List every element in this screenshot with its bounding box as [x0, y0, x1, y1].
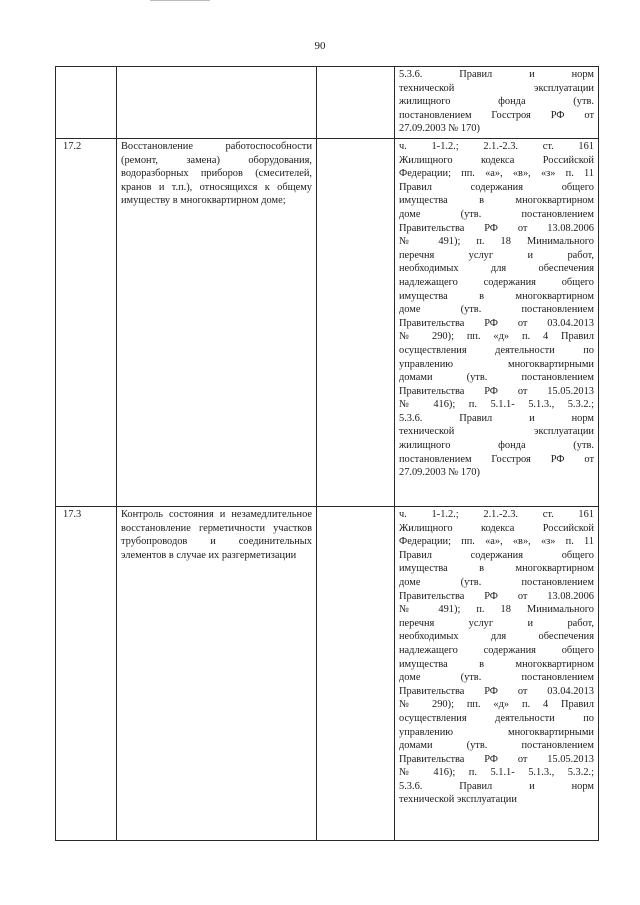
legal-basis-line: необходимых для обеспечения — [399, 631, 594, 643]
legal-basis-line: № 491); п. 18 Минимального — [399, 604, 594, 616]
legal-basis-line: № 416); п. 5.1.1- 5.1.3., 5.3.2.; — [399, 399, 594, 411]
legal-basis-line: имущества в многоквартирном — [399, 658, 594, 670]
legal-basis-line: домами (утв. постановлением — [399, 372, 594, 384]
legal-basis-line: Правительства РФ от 15.05.2013 — [399, 385, 594, 397]
legal-basis-line: Правительства РФ от 03.04.2013 — [399, 317, 594, 329]
legal-basis-line: № 491); п. 18 Минимального — [399, 236, 594, 248]
legal-basis-line: ч. 1-1.2.; 2.1.-2.3. ст. 161 — [399, 141, 594, 152]
legal-basis-line: № 290); пп. «д» п. 4 Правил — [399, 331, 594, 343]
work-description-cell: Контроль состояния и незамедлительное восстановление герметичности участков трубопроводов и соединительных элементов в случае их разгерметизации — [117, 507, 317, 841]
legal-basis-line: № 290); пп. «д» п. 4 Правил — [399, 699, 594, 711]
legal-basis-line: 27.09.2003 № 170) — [399, 467, 480, 479]
frequency-cell — [317, 507, 395, 841]
legal-basis-line: управлению многоквартирными — [399, 358, 594, 370]
legal-basis-cell — [395, 139, 599, 507]
legal-basis-line: Правительства РФ от 03.04.2013 — [399, 685, 594, 697]
legal-basis-line: Правительства РФ от 13.08.2006 — [399, 590, 594, 602]
legal-basis-line: Федерации; пп. «а», «в», «з» п. 11 — [399, 168, 594, 180]
legal-basis-line: 27.09.2003 № 170) — [399, 123, 480, 135]
legal-basis-line: 5.3.6. Правил и норм — [399, 780, 594, 792]
table-row — [56, 507, 599, 841]
legal-basis-line: перечня услуг и работ, — [399, 617, 594, 629]
legal-basis-line: Правительства РФ от 15.05.2013 — [399, 753, 594, 765]
legal-basis-line: постановлением Госстроя РФ от — [399, 109, 594, 121]
legal-basis-line: жилищного фонда (утв. — [399, 96, 594, 108]
legal-basis-line: осуществления деятельности по — [399, 344, 594, 356]
legal-basis-line: постановлением Госстроя РФ от — [399, 453, 594, 465]
legal-basis-line: доме (утв. постановлением — [399, 208, 594, 220]
legal-basis-line: имущества в многоквартирном — [399, 195, 594, 207]
table-row — [56, 67, 599, 139]
legal-basis-line: Жилищного кодекса Российской — [399, 154, 594, 166]
regulation-table — [55, 66, 599, 841]
legal-basis-line: технической эксплуатации — [399, 794, 517, 806]
work-description-cell: Восстановление работоспособности (ремонт, замена) оборудования, водоразборных приборов (смесителей, кранов и т.п.), относящихся к общему имуществу в многоквартирном доме; — [117, 139, 317, 507]
legal-basis-line: Жилищного кодекса Российской — [399, 522, 594, 534]
legal-basis-line: Правил содержания общего — [399, 181, 594, 193]
table-row — [56, 139, 599, 507]
frequency-cell — [317, 67, 395, 139]
legal-basis-line: Правил содержания общего — [399, 549, 594, 561]
legal-basis-line: доме (утв. постановлением — [399, 576, 594, 588]
legal-basis-line: осуществления деятельности по — [399, 712, 594, 724]
legal-basis-line: надлежащего содержания общего — [399, 276, 594, 288]
legal-basis-line: надлежащего содержания общего — [399, 644, 594, 656]
row-number-cell: 17.3 — [56, 507, 117, 841]
page-number: 90 — [314, 40, 326, 52]
scan-edge-mark — [150, 0, 210, 1]
legal-basis-line: необходимых для обеспечения — [399, 263, 594, 275]
row-number-cell: 17.2 — [56, 139, 117, 507]
legal-basis-line: технической эксплуатации — [399, 426, 594, 438]
legal-basis-line: жилищного фонда (утв. — [399, 440, 594, 452]
legal-basis-line: доме (утв. постановлением — [399, 304, 594, 316]
legal-basis-cell — [395, 67, 599, 139]
legal-basis-line: перечня услуг и работ, — [399, 249, 594, 261]
legal-basis-line: 5.3.6. Правил и норм — [399, 69, 594, 80]
legal-basis-line: домами (утв. постановлением — [399, 740, 594, 752]
legal-basis-cell — [395, 507, 599, 841]
row-number-cell — [56, 67, 117, 139]
legal-basis-line: доме (утв. постановлением — [399, 672, 594, 684]
legal-basis-line: имущества в многоквартирном — [399, 290, 594, 302]
legal-basis-line: Федерации; пп. «а», «в», «з» п. 11 — [399, 536, 594, 548]
legal-basis-line: технической эксплуатации — [399, 82, 594, 94]
frequency-cell — [317, 139, 395, 507]
legal-basis-line: ч. 1-1.2.; 2.1.-2.3. ст. 161 — [399, 509, 594, 520]
legal-basis-line: № 416); п. 5.1.1- 5.1.3., 5.3.2.; — [399, 767, 594, 779]
work-description-cell — [117, 67, 317, 139]
legal-basis-line: Правительства РФ от 13.08.2006 — [399, 222, 594, 234]
legal-basis-line: имущества в многоквартирном — [399, 563, 594, 575]
legal-basis-line: 5.3.6. Правил и норм — [399, 412, 594, 424]
legal-basis-line: управлению многоквартирными — [399, 726, 594, 738]
